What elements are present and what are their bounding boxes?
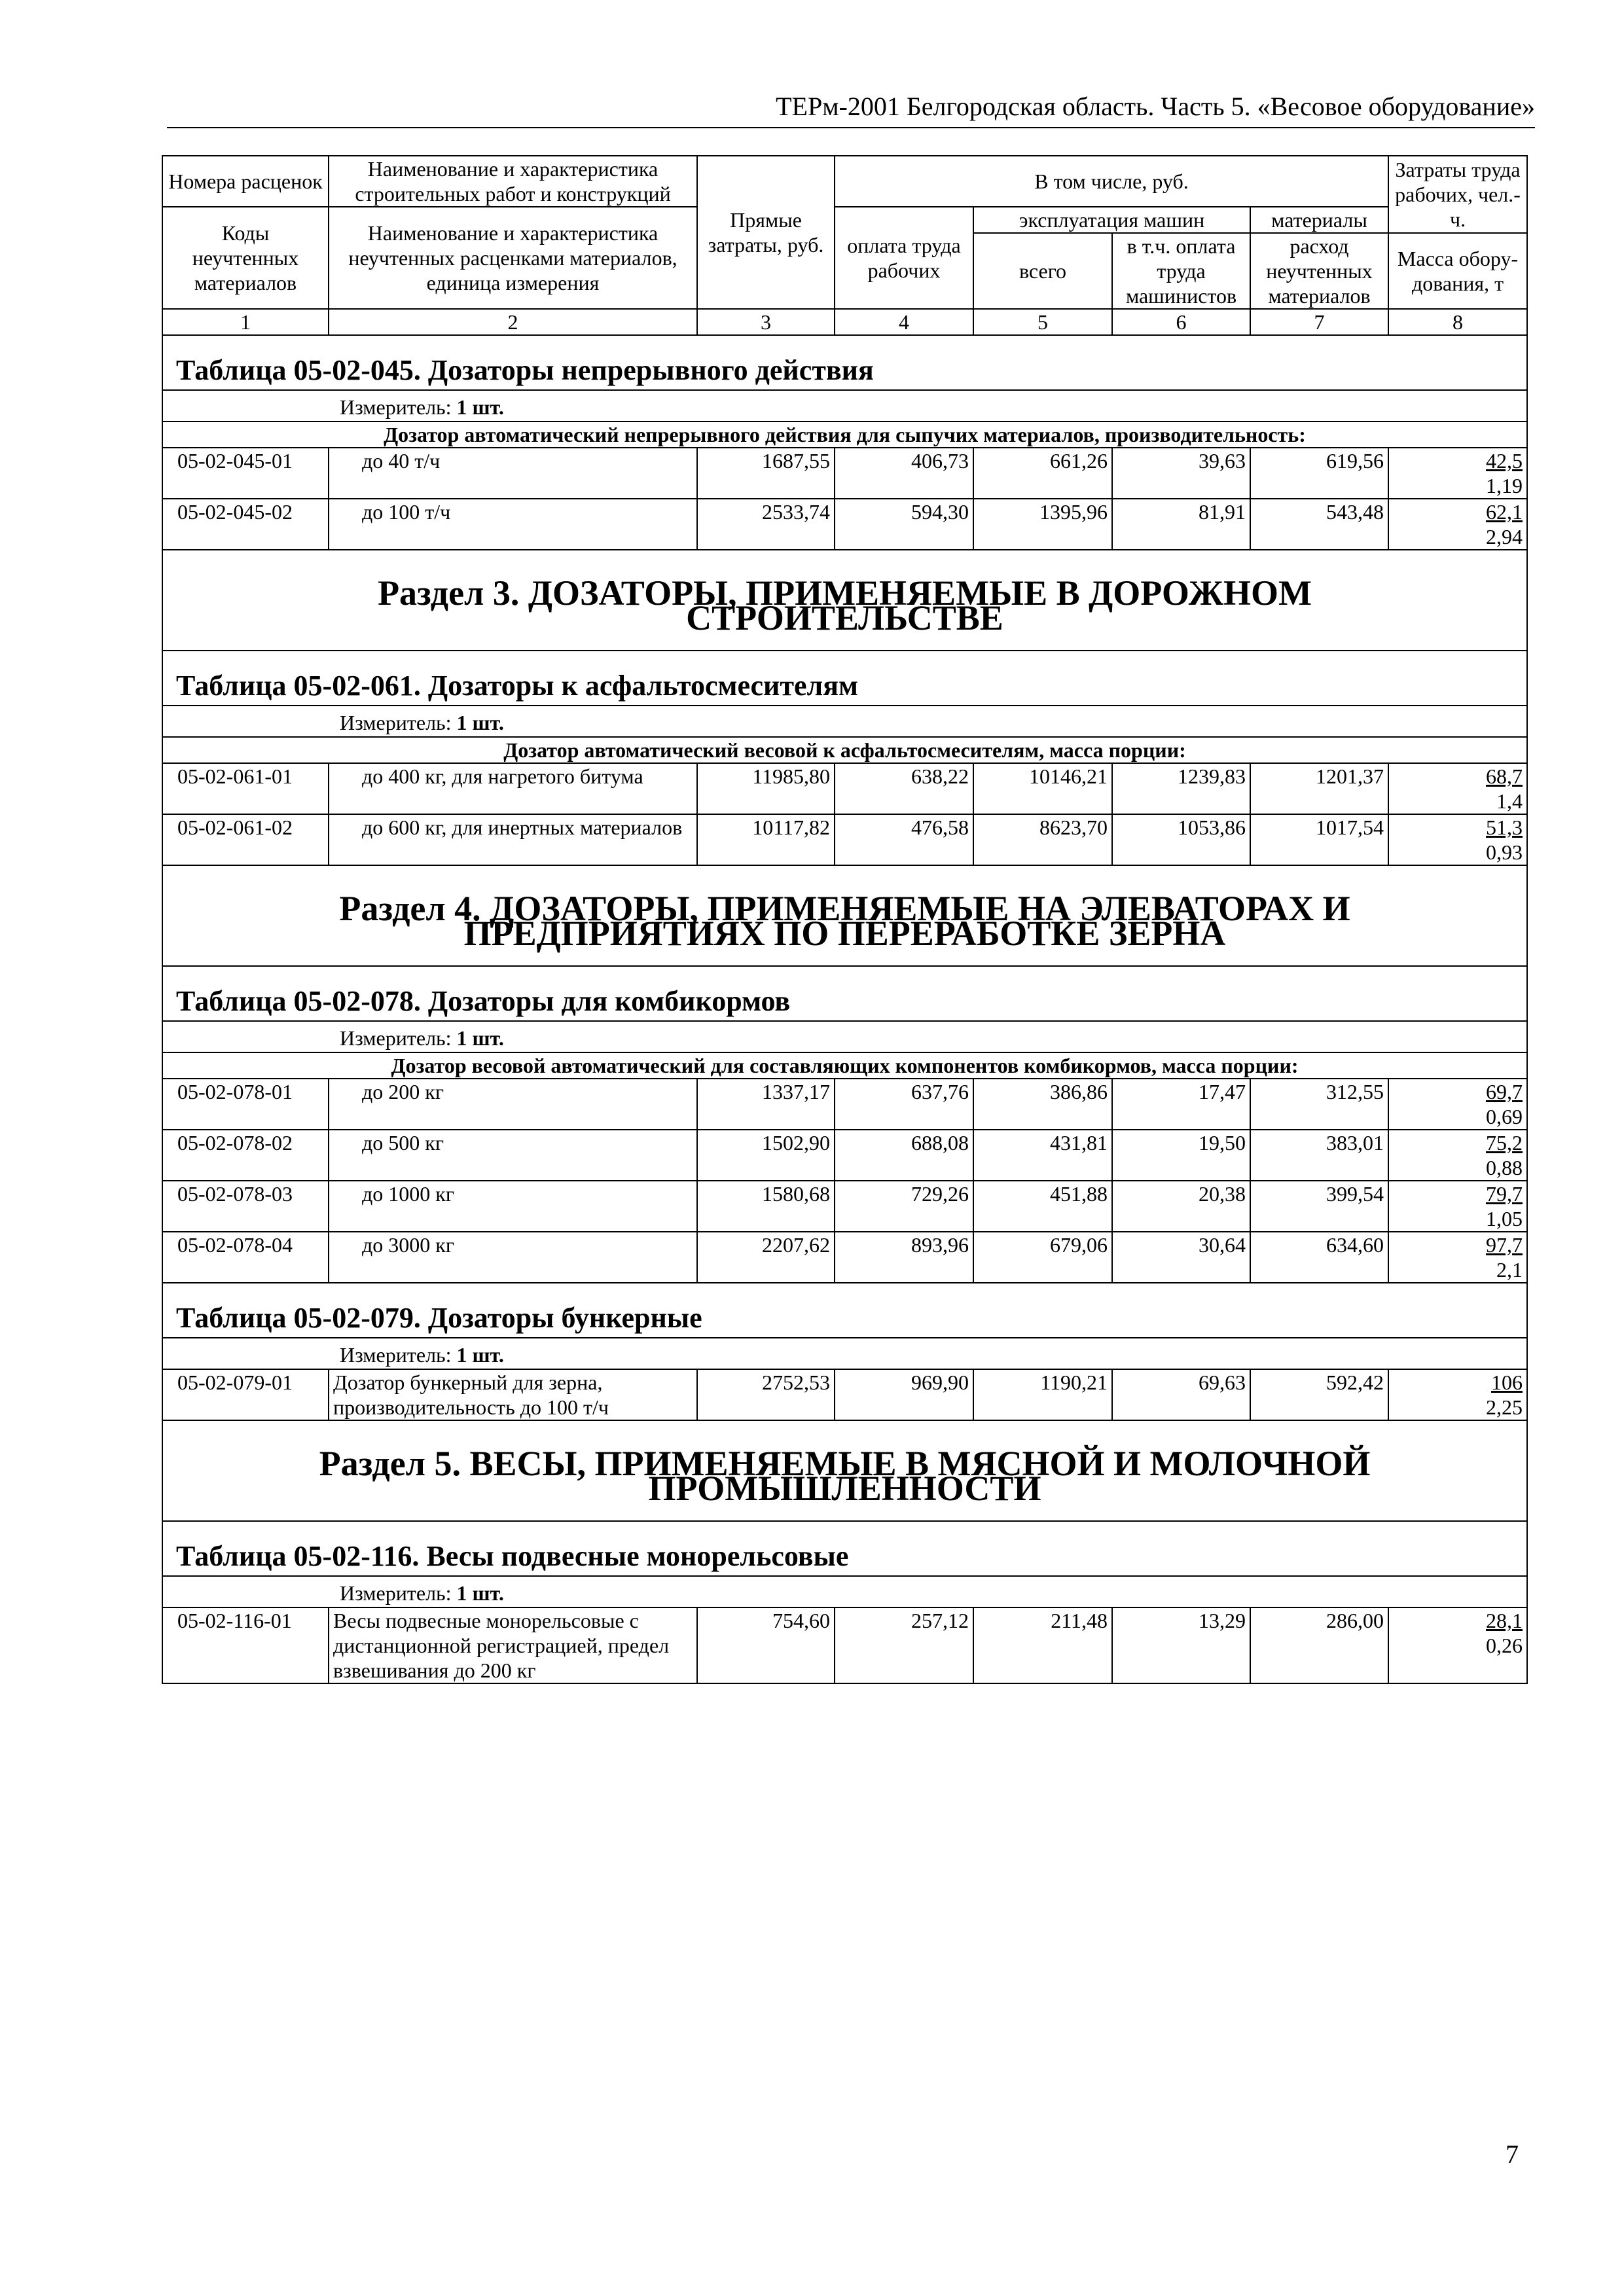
- col4-header: оплата труда рабочих: [835, 207, 973, 309]
- equipment-mass: 0,88: [1486, 1156, 1523, 1179]
- included-header: В том числе, руб.: [835, 156, 1388, 207]
- table-title: Таблица 05-02-116. Весы подвесные монорельсовые: [162, 1521, 1527, 1576]
- measure-label: Измеритель:: [340, 395, 452, 419]
- materials-cost: 1017,54: [1250, 814, 1388, 865]
- measure-label: Измеритель:: [340, 1581, 452, 1605]
- materials-cost: 619,56: [1250, 448, 1388, 499]
- rate-code: 05-02-078-02: [162, 1130, 329, 1181]
- rate-name: до 400 кг, для нагретого битума: [329, 763, 697, 814]
- labor-hours-mass: [1388, 448, 1527, 499]
- col-number: 1: [162, 309, 329, 335]
- equipment-mass: 0,93: [1486, 840, 1523, 864]
- rate-name: до 3000 кг: [329, 1232, 697, 1283]
- direct-cost: 1337,17: [697, 1079, 835, 1130]
- machines-total: 211,48: [973, 1607, 1112, 1683]
- machines-total: 386,86: [973, 1079, 1112, 1130]
- rate-code: 05-02-061-02: [162, 814, 329, 865]
- direct-cost: 2207,62: [697, 1232, 835, 1283]
- rate-name: до 1000 кг: [329, 1181, 697, 1232]
- labor-hours: 75,2: [1486, 1131, 1523, 1155]
- labor-cost: 476,58: [835, 814, 973, 865]
- rate-name: до 40 т/ч: [329, 448, 697, 499]
- labor-hours-mass: [1388, 1232, 1527, 1283]
- labor-cost: 638,22: [835, 763, 973, 814]
- machinists-labor: 19,50: [1112, 1130, 1250, 1181]
- measure-row: [162, 390, 1527, 422]
- measure-line: [162, 1021, 1527, 1052]
- table-title: Таблица 05-02-078. Дозаторы для комбикормов: [162, 966, 1527, 1021]
- col-number: 2: [329, 309, 697, 335]
- materials-cost: 634,60: [1250, 1232, 1388, 1283]
- group-heading: Дозатор автоматический весовой к асфальтосмесителям, масса порции:: [162, 737, 1527, 763]
- measure-value: 1 шт.: [456, 1581, 504, 1605]
- measure-row: [162, 1338, 1527, 1369]
- rate-code: 05-02-116-01: [162, 1607, 329, 1683]
- direct-cost: 10117,82: [697, 814, 835, 865]
- labor-cost: 594,30: [835, 499, 973, 550]
- rate-code: 05-02-078-01: [162, 1079, 329, 1130]
- equipment-mass: 2,25: [1486, 1395, 1523, 1419]
- materials-cost: 312,55: [1250, 1079, 1388, 1130]
- col-number: 8: [1388, 309, 1527, 335]
- labor-hours-mass: [1388, 1130, 1527, 1181]
- table-title-row: [162, 966, 1527, 1021]
- col-number: 4: [835, 309, 973, 335]
- table-row: [162, 1130, 1527, 1181]
- labor-hours: 79,7: [1486, 1182, 1523, 1206]
- equipment-mass: 2,1: [1496, 1258, 1523, 1282]
- table-row: [162, 448, 1527, 499]
- measure-value: 1 шт.: [456, 711, 504, 734]
- equipment-mass: 1,19: [1486, 474, 1523, 497]
- col5-header: всего: [973, 233, 1112, 309]
- machines-total: 1395,96: [973, 499, 1112, 550]
- labor-hours: 42,5: [1486, 449, 1523, 473]
- col-number: 3: [697, 309, 835, 335]
- labor-hours: 97,7: [1486, 1233, 1523, 1257]
- measure-label: Измеритель:: [340, 1343, 452, 1367]
- labor-hours: 106: [1491, 1371, 1523, 1394]
- measure-row: [162, 706, 1527, 737]
- table-title: Таблица 05-02-061. Дозаторы к асфальтосмесителям: [162, 651, 1527, 706]
- table-title-row: [162, 1283, 1527, 1338]
- labor-cost: 893,96: [835, 1232, 973, 1283]
- measure-label: Измеритель:: [340, 711, 452, 734]
- col8-top-header: Затраты труда рабочих, чел.-ч.: [1388, 156, 1527, 233]
- table-row: [162, 1369, 1527, 1420]
- measure-row: [162, 1576, 1527, 1607]
- rate-code: 05-02-079-01: [162, 1369, 329, 1420]
- table-title-row: [162, 335, 1527, 390]
- col2-top-header: Наименование и характеристика строительных работ и конструкций: [329, 156, 697, 207]
- labor-cost: 406,73: [835, 448, 973, 499]
- rate-code: 05-02-045-02: [162, 499, 329, 550]
- measure-label: Измеритель:: [340, 1026, 452, 1050]
- labor-cost: 257,12: [835, 1607, 973, 1683]
- section-row: [162, 865, 1527, 966]
- rate-code: 05-02-061-01: [162, 763, 329, 814]
- equipment-mass: 0,26: [1486, 1634, 1523, 1657]
- rate-name: Весы подвесные монорельсовые с дистанционной регистрацией, предел взвешивания до 200 кг: [329, 1607, 697, 1683]
- table-title-row: [162, 1521, 1527, 1576]
- machines-total: 10146,21: [973, 763, 1112, 814]
- table-row: [162, 814, 1527, 865]
- col3-header: Прямые затраты, руб.: [697, 156, 835, 309]
- table-row: [162, 763, 1527, 814]
- direct-cost: 754,60: [697, 1607, 835, 1683]
- labor-hours: 62,1: [1486, 500, 1523, 524]
- col2-bottom-header: Наименование и характеристика неучтенных расценками материалов, единица измерения: [329, 207, 697, 309]
- table-row: [162, 1079, 1527, 1130]
- col1-bottom-header: Коды неучтенных материалов: [162, 207, 329, 309]
- col-number: 5: [973, 309, 1112, 335]
- machinists-labor: 81,91: [1112, 499, 1250, 550]
- section-title: Раздел 4. ДОЗАТОРЫ, ПРИМЕНЯЕМЫЕ НА ЭЛЕВАТОРАХ И ПРЕДПРИЯТИЯХ ПО ПЕРЕРАБОТКЕ ЗЕРНА: [162, 865, 1527, 966]
- materials-cost: 286,00: [1250, 1607, 1388, 1683]
- column-numbers-row: [162, 309, 1527, 335]
- machines-total: 679,06: [973, 1232, 1112, 1283]
- price-table: [162, 155, 1528, 1684]
- col6-header: в т.ч. оплата труда машинистов: [1112, 233, 1250, 309]
- labor-hours-mass: [1388, 1607, 1527, 1683]
- materials-cost: 383,01: [1250, 1130, 1388, 1181]
- rate-code: 05-02-078-03: [162, 1181, 329, 1232]
- page-header: ТЕРм-2001 Белгородская область. Часть 5. «Весовое оборудование»: [167, 90, 1535, 128]
- materials-cost: 1201,37: [1250, 763, 1388, 814]
- labor-hours: 68,7: [1486, 764, 1523, 788]
- machines-total: 451,88: [973, 1181, 1112, 1232]
- direct-cost: 1502,90: [697, 1130, 835, 1181]
- measure-row: [162, 1021, 1527, 1052]
- machinists-labor: 1053,86: [1112, 814, 1250, 865]
- col8-bottom-header: Масса обору-дования, т: [1388, 233, 1527, 309]
- section-title: Раздел 3. ДОЗАТОРЫ, ПРИМЕНЯЕМЫЕ В ДОРОЖНОМ СТРОИТЕЛЬСТВЕ: [162, 550, 1527, 651]
- machines-total: 661,26: [973, 448, 1112, 499]
- machinists-labor: 39,63: [1112, 448, 1250, 499]
- header-row-2: [162, 207, 1527, 233]
- materials-cost: 543,48: [1250, 499, 1388, 550]
- labor-hours-mass: [1388, 1079, 1527, 1130]
- section-row: [162, 550, 1527, 651]
- materials-header: материалы: [1250, 207, 1388, 233]
- measure-line: [162, 706, 1527, 737]
- col7-header: расход неучтенных материалов: [1250, 233, 1388, 309]
- group-row: [162, 422, 1527, 448]
- labor-cost: 729,26: [835, 1181, 973, 1232]
- equipment-mass: 2,94: [1486, 525, 1523, 548]
- machines-total: 431,81: [973, 1130, 1112, 1181]
- labor-hours: 51,3: [1486, 816, 1523, 839]
- measure-line: [162, 1338, 1527, 1369]
- table-title: Таблица 05-02-045. Дозаторы непрерывного действия: [162, 335, 1527, 390]
- labor-hours: 28,1: [1486, 1609, 1523, 1632]
- direct-cost: 1580,68: [697, 1181, 835, 1232]
- table-title-row: [162, 651, 1527, 706]
- machinists-labor: 17,47: [1112, 1079, 1250, 1130]
- table-row: [162, 1181, 1527, 1232]
- group-heading: Дозатор автоматический непрерывного действия для сыпучих материалов, производительность:: [162, 422, 1527, 448]
- equipment-mass: 1,05: [1486, 1207, 1523, 1230]
- rate-code: 05-02-078-04: [162, 1232, 329, 1283]
- group-heading: Дозатор весовой автоматический для составляющих компонентов комбикормов, масса порции:: [162, 1052, 1527, 1079]
- labor-hours-mass: [1388, 1369, 1527, 1420]
- labor-hours-mass: [1388, 763, 1527, 814]
- section-title: Раздел 5. ВЕСЫ, ПРИМЕНЯЕМЫЕ В МЯСНОЙ И МОЛОЧНОЙ ПРОМЫШЛЕННОСТИ: [162, 1420, 1527, 1521]
- equipment-mass: 0,69: [1486, 1105, 1523, 1128]
- labor-hours: 69,7: [1486, 1080, 1523, 1103]
- materials-cost: 399,54: [1250, 1181, 1388, 1232]
- col1-top-header: Номера расценок: [162, 156, 329, 207]
- rate-name: Дозатор бункерный для зерна, производительность до 100 т/ч: [329, 1369, 697, 1420]
- rate-name: до 100 т/ч: [329, 499, 697, 550]
- rate-code: 05-02-045-01: [162, 448, 329, 499]
- machines-total: 8623,70: [973, 814, 1112, 865]
- table-title: Таблица 05-02-079. Дозаторы бункерные: [162, 1283, 1527, 1338]
- rate-name: до 500 кг: [329, 1130, 697, 1181]
- table-row: [162, 1232, 1527, 1283]
- machinists-labor: 20,38: [1112, 1181, 1250, 1232]
- labor-hours-mass: [1388, 499, 1527, 550]
- table-row: [162, 499, 1527, 550]
- rate-name: до 600 кг, для инертных материалов: [329, 814, 697, 865]
- equipment-mass: 1,4: [1496, 789, 1523, 813]
- direct-cost: 2533,74: [697, 499, 835, 550]
- section-row: [162, 1420, 1527, 1521]
- labor-cost: 688,08: [835, 1130, 973, 1181]
- table-row: [162, 1607, 1527, 1683]
- page-number: 7: [1506, 2140, 1519, 2169]
- labor-cost: 969,90: [835, 1369, 973, 1420]
- materials-cost: 592,42: [1250, 1369, 1388, 1420]
- header-row-1: [162, 156, 1527, 207]
- measure-line: [162, 1576, 1527, 1607]
- group-row: [162, 737, 1527, 763]
- measure-value: 1 шт.: [456, 1026, 504, 1050]
- machinists-labor: 1239,83: [1112, 763, 1250, 814]
- labor-hours-mass: [1388, 814, 1527, 865]
- direct-cost: 11985,80: [697, 763, 835, 814]
- group-row: [162, 1052, 1527, 1079]
- machines-header: эксплуатация машин: [973, 207, 1250, 233]
- machines-total: 1190,21: [973, 1369, 1112, 1420]
- rate-name: до 200 кг: [329, 1079, 697, 1130]
- measure-value: 1 шт.: [456, 395, 504, 419]
- labor-cost: 637,76: [835, 1079, 973, 1130]
- col-number: 6: [1112, 309, 1250, 335]
- machinists-labor: 69,63: [1112, 1369, 1250, 1420]
- col-number: 7: [1250, 309, 1388, 335]
- labor-hours-mass: [1388, 1181, 1527, 1232]
- measure-line: [162, 390, 1527, 422]
- measure-value: 1 шт.: [456, 1343, 504, 1367]
- machinists-labor: 13,29: [1112, 1607, 1250, 1683]
- machinists-labor: 30,64: [1112, 1232, 1250, 1283]
- direct-cost: 2752,53: [697, 1369, 835, 1420]
- direct-cost: 1687,55: [697, 448, 835, 499]
